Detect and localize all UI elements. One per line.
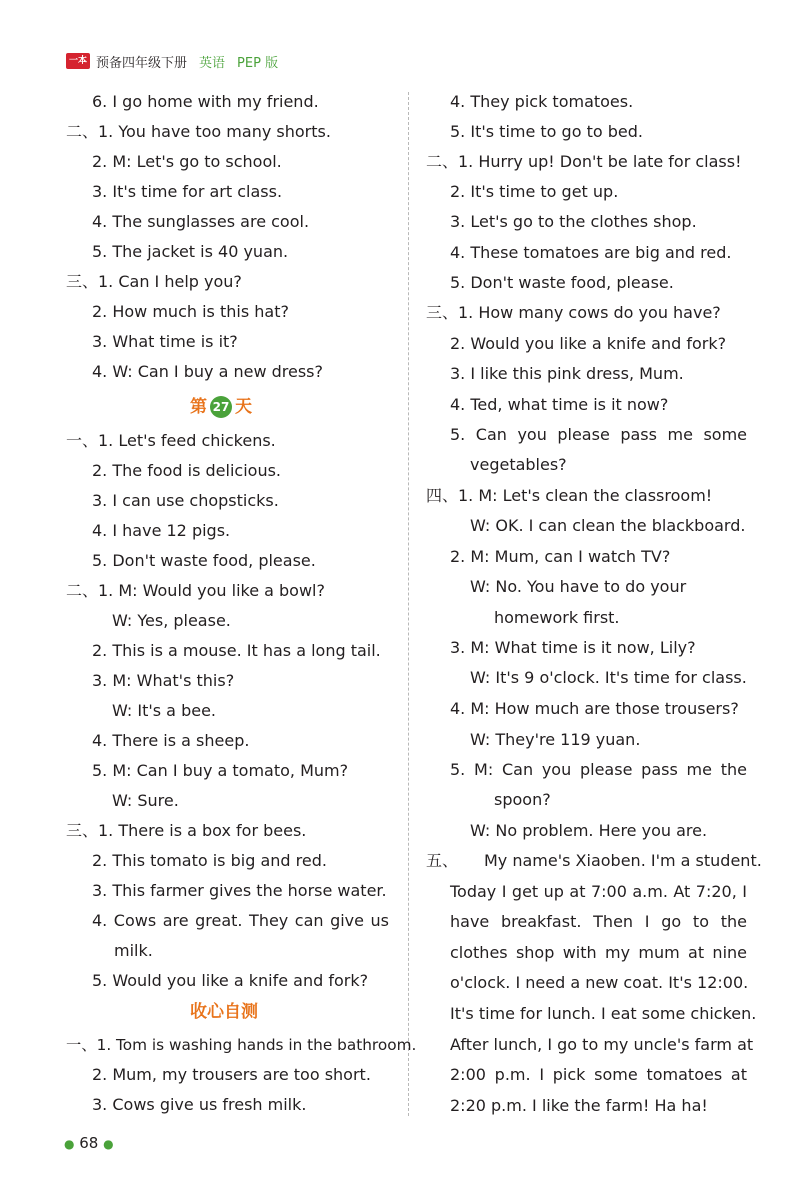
answer-line: 2. M: Mum, can I watch TV?: [450, 547, 671, 566]
page-header: [66, 51, 278, 71]
answer-line: W: No problem. Here you are.: [470, 821, 708, 840]
answer-line: 二、1. M: Would you like a bowl?: [66, 581, 325, 600]
answer-line: 3. Let's go to the clothes shop.: [450, 212, 697, 231]
day-prefix: 第: [190, 397, 207, 417]
answer-line: 三、1. How many cows do you have?: [426, 303, 721, 322]
answer-line: 4. There is a sheep.: [92, 731, 250, 750]
answer-line: 3. I can use chopsticks.: [92, 491, 279, 510]
answer-line: W: They're 119 yuan.: [470, 730, 641, 749]
answer-line: 5. M: Can you please pass me the: [450, 760, 747, 779]
answer-line: 一、1. Let's feed chickens.: [66, 431, 276, 450]
answer-line: 二、1. You have too many shorts.: [66, 122, 331, 141]
answer-line: 2. How much is this hat?: [92, 302, 289, 321]
answer-line: 2. This tomato is big and red.: [92, 851, 327, 870]
answer-line: 4. They pick tomatoes.: [450, 92, 634, 111]
answer-line: 5. The jacket is 40 yuan.: [92, 242, 289, 261]
answer-line: W: It's a bee.: [112, 701, 216, 720]
answer-line: 5. Can you please pass me some: [450, 425, 747, 444]
answer-line: 3. This farmer gives the horse water.: [92, 881, 387, 900]
passage-line: Today I get up at 7:00 a.m. At 7:20, I: [450, 882, 747, 901]
answer-line: 3. It's time for art class.: [92, 182, 283, 201]
answer-line: 4. These tomatoes are big and red.: [450, 243, 732, 262]
answer-line: 4. M: How much are those trousers?: [450, 699, 739, 718]
answer-line: 3. Cows give us fresh milk.: [92, 1095, 307, 1114]
answer-line: 3. I like this pink dress, Mum.: [450, 364, 684, 383]
answer-line: 5. Don't waste food, please.: [92, 551, 316, 570]
passage-line: 2:00 p.m. I pick some tomatoes at: [450, 1065, 747, 1084]
passage-line: o'clock. I need a new coat. It's 12:00.: [450, 973, 749, 992]
answer-line: 3. M: What's this?: [92, 671, 235, 690]
answer-line: 3. M: What time is it now, Lily?: [450, 638, 696, 657]
section-label: 五、: [426, 851, 459, 870]
section-heading: 收心自测: [190, 1002, 258, 1022]
passage-line: clothes shop with my mum at nine: [450, 943, 747, 962]
answer-line: W: It's 9 o'clock. It's time for class.: [470, 668, 747, 687]
answer-line: vegetables?: [470, 455, 567, 474]
answer-line: 二、1. Hurry up! Don't be late for class!: [426, 152, 742, 171]
answer-line: 2. Mum, my trousers are too short.: [92, 1065, 371, 1084]
answer-line: 4. W: Can I buy a new dress?: [92, 362, 324, 381]
answer-line: milk.: [114, 941, 153, 960]
answer-line: 5. Don't waste food, please.: [450, 273, 674, 292]
answer-line: 四、1. M: Let's clean the classroom!: [426, 486, 713, 505]
answer-line: 4. The sunglasses are cool.: [92, 212, 310, 231]
answer-line: 5. Would you like a knife and fork?: [92, 971, 369, 990]
answer-line: 2. This is a mouse. It has a long tail.: [92, 641, 381, 660]
passage-line: It's time for lunch. I eat some chicken.: [450, 1004, 757, 1023]
column-divider: [408, 92, 409, 1116]
day-heading: [190, 395, 252, 419]
answer-line: 一、1. Tom is washing hands in the bathroom.: [66, 1036, 417, 1054]
answer-line: 三、1. There is a box for bees.: [66, 821, 307, 840]
answer-line: spoon?: [494, 790, 551, 809]
answer-line: 三、1. Can I help you?: [66, 272, 242, 291]
answer-line: W: No. You have to do your: [470, 577, 687, 596]
answer-line: 4. Ted, what time is it now?: [450, 395, 669, 414]
answer-line: homework first.: [494, 608, 620, 627]
passage-line: 2:20 p.m. I like the farm! Ha ha!: [450, 1096, 708, 1115]
edition-label: PEP 版: [237, 55, 279, 71]
answer-line: 2. It's time to get up.: [450, 182, 619, 201]
brand-logo: 一本: [66, 53, 90, 69]
answer-line: 2. The food is delicious.: [92, 461, 281, 480]
page-number: [64, 1134, 114, 1152]
answer-line: 6. I go home with my friend.: [92, 92, 319, 111]
answer-line: 4. Cows are great. They can give us: [92, 911, 389, 930]
bullet-dot-icon: ●: [103, 1137, 114, 1151]
answer-line: 3. What time is it?: [92, 332, 238, 351]
page-number-value: 68: [79, 1134, 99, 1152]
answer-line: 4. I have 12 pigs.: [92, 521, 231, 540]
answer-line: W: Yes, please.: [112, 611, 231, 630]
answer-line: 5. It's time to go to bed.: [450, 122, 643, 141]
answer-line: 5. M: Can I buy a tomato, Mum?: [92, 761, 349, 780]
passage-line: After lunch, I go to my uncle's farm at: [450, 1035, 754, 1054]
answer-line: 2. Would you like a knife and fork?: [450, 334, 727, 353]
passage-line: My name's Xiaoben. I'm a student.: [484, 851, 762, 870]
answer-line: 2. M: Let's go to school.: [92, 152, 282, 171]
answer-line: W: OK. I can clean the blackboard.: [470, 516, 746, 535]
passage-line: have breakfast. Then I go to the: [450, 912, 747, 931]
book-title: 预备四年级下册: [96, 55, 188, 71]
day-suffix: 天: [235, 397, 252, 417]
day-number-badge: 27: [210, 396, 232, 418]
answer-line: W: Sure.: [112, 791, 179, 810]
subject-label: 英语: [199, 55, 226, 71]
bullet-dot-icon: ●: [64, 1137, 75, 1151]
